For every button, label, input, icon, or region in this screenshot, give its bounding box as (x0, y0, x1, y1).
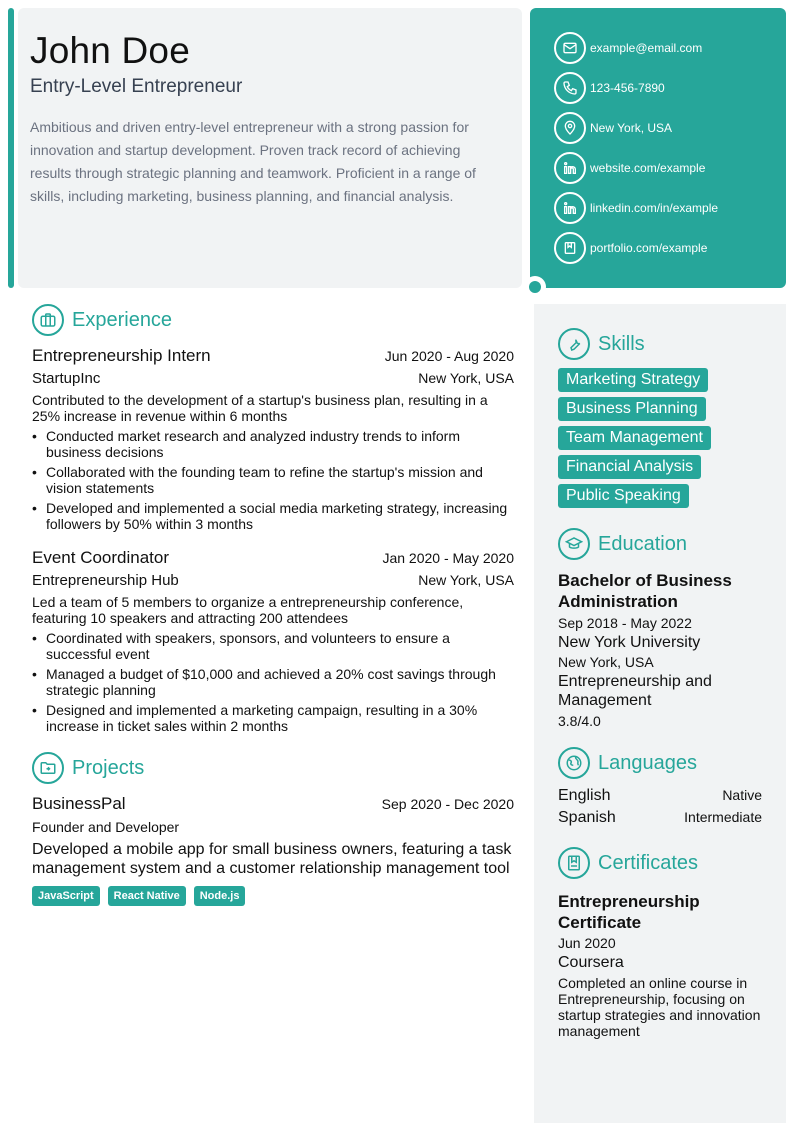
skills-heading (558, 328, 762, 360)
candidate-title: Entry-Level Entrepreneur (30, 76, 243, 97)
contact-phone[interactable] (554, 72, 786, 104)
education-gpa: 3.8/4.0 (558, 713, 601, 729)
certificate-description: Completed an online course in Entrepreneurship, focusing on startup strategies and innovation management (558, 975, 761, 1039)
language-name: English (558, 787, 611, 804)
contact-linkedin[interactable] (554, 192, 786, 224)
contact-panel (530, 8, 786, 288)
job-bullet: • Developed and implemented a social media marketing strategy, increasing followers by 50% within 3 months (32, 500, 514, 532)
job-dates: Jan 2020 - May 2020 (382, 550, 514, 566)
contact-portfolio[interactable] (554, 232, 786, 264)
contact-email-text: example@email.com (590, 41, 703, 55)
header-accent-bar (8, 8, 14, 288)
project-entry (32, 794, 514, 906)
sidebar (534, 304, 786, 1123)
project-dates: Sep 2020 - Dec 2020 (381, 796, 514, 812)
certificates-title: Certificates (598, 851, 699, 874)
language-row (558, 787, 762, 805)
contact-location (554, 112, 786, 144)
languages-title: Languages (598, 751, 697, 774)
main-column (32, 304, 514, 906)
contact-portfolio-text: portfolio.com/example (590, 241, 708, 255)
skill-badge: Business Planning (558, 397, 706, 421)
linkedin-icon (554, 152, 586, 184)
project-tags (32, 886, 514, 906)
job-bullet: • Conducted market research and analyzed industry trends to inform business decisions (32, 428, 514, 460)
skill-badge: Public Speaking (558, 484, 689, 508)
contact-email[interactable] (554, 32, 786, 64)
certificates-heading (558, 847, 762, 879)
skills-list (558, 368, 762, 508)
job-bullet: • Designed and implemented a marketing campaign, resulting in a 30% increase in ticket sales within 2 months (32, 702, 514, 734)
job-company: Entrepreneurship Hub (32, 572, 179, 589)
contact-website[interactable] (554, 152, 786, 184)
skills-title: Skills (598, 332, 645, 355)
job-bullet: • Coordinated with speakers, sponsors, and volunteers to ensure a successful event (32, 630, 514, 662)
language-name: Spanish (558, 809, 616, 826)
header-panel (18, 8, 522, 288)
tech-tag: React Native (108, 886, 186, 906)
education-dates: Sep 2018 - May 2022 (558, 615, 692, 631)
globe-icon (558, 747, 590, 779)
contact-location-text: New York, USA (590, 121, 673, 135)
certificate-icon (558, 847, 590, 879)
email-icon (554, 32, 586, 64)
job-entry (32, 548, 514, 734)
summary-text: Ambitious and driven entry-level entrepreneur with a strong passion for innovation and startup development. Proven track record of achieving results through strategic planning and teamwork. Proficient in a range of skills, including marketing, business planning, and financial analysis. (30, 119, 476, 204)
job-description: Led a team of 5 members to organize a entrepreneurship conference, featuring 10 speakers and attracting 200 attendees (32, 594, 464, 626)
education-field: Entrepreneurship and Management (558, 673, 712, 709)
skill-badge: Marketing Strategy (558, 368, 708, 392)
job-location: New York, USA (418, 572, 514, 588)
job-description: Contributed to the development of a startup's business plan, resulting in a 25% increase in revenue within 6 months (32, 392, 488, 424)
job-dates: Jun 2020 - Aug 2020 (384, 348, 514, 364)
job-title: Event Coordinator (32, 548, 170, 567)
language-level: Native (722, 787, 762, 803)
experience-heading (32, 304, 514, 336)
project-role: Founder and Developer (32, 819, 180, 835)
contact-phone-text: 123-456-7890 (590, 81, 665, 95)
project-name: BusinessPal (32, 794, 126, 813)
header-dot-decoration (524, 276, 546, 298)
experience-title: Experience (72, 308, 173, 331)
education-heading (558, 528, 762, 560)
job-bullet: • Collaborated with the founding team to refine the startup's mission and vision statements (32, 464, 514, 496)
education-title: Education (598, 532, 687, 555)
contact-linkedin-text: linkedin.com/in/example (590, 201, 719, 215)
graduation-cap-icon (558, 528, 590, 560)
certificate-date: Jun 2020 (558, 935, 616, 951)
linkedin-icon (554, 192, 586, 224)
folder-icon (32, 752, 64, 784)
tech-tag: JavaScript (32, 886, 100, 906)
portfolio-icon (554, 232, 586, 264)
job-bullets (32, 630, 514, 734)
candidate-name: John Doe (30, 30, 190, 71)
education-school: New York University (558, 634, 701, 651)
skill-badge: Financial Analysis (558, 455, 701, 479)
phone-icon (554, 72, 586, 104)
language-row (558, 809, 762, 827)
project-description: Developed a mobile app for small business owners, featuring a task management system and a customer relationship management tool (32, 841, 512, 877)
language-level: Intermediate (684, 809, 762, 825)
location-pin-icon (554, 112, 586, 144)
skill-badge: Team Management (558, 426, 711, 450)
job-bullet: • Managed a budget of $10,000 and achieved a 20% cost savings through strategic planning (32, 666, 514, 698)
certificate-name: Entrepreneurship Certificate (558, 892, 700, 932)
briefcase-icon (32, 304, 64, 336)
projects-title: Projects (72, 756, 145, 779)
contact-website-text: website.com/example (590, 161, 706, 175)
job-bullets (32, 428, 514, 532)
certificate-issuer: Coursera (558, 954, 624, 971)
projects-heading (32, 752, 514, 784)
languages-heading (558, 747, 762, 779)
job-entry (32, 346, 514, 532)
education-degree: Bachelor of Business Administration (558, 571, 732, 611)
job-title: Entrepreneurship Intern (32, 346, 211, 365)
education-location: New York, USA (558, 654, 654, 670)
job-company: StartupInc (32, 370, 101, 387)
wrench-icon (558, 328, 590, 360)
tech-tag: Node.js (194, 886, 246, 906)
job-location: New York, USA (418, 370, 514, 386)
